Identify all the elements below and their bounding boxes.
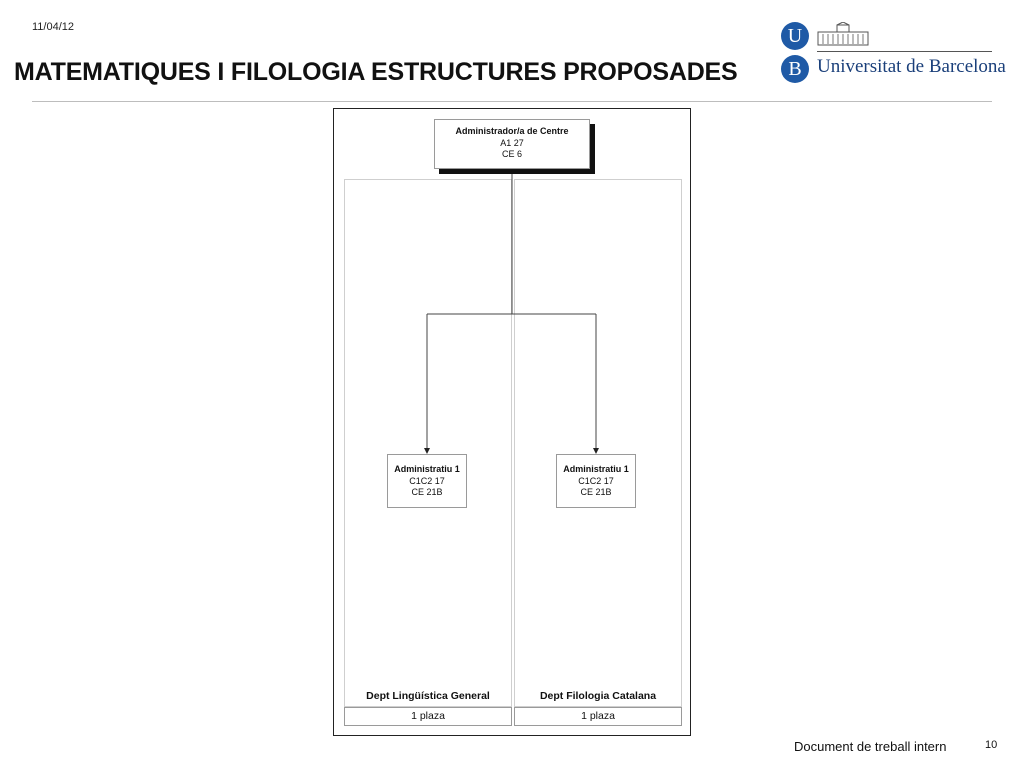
quota-cell: 1 plaza xyxy=(514,707,682,726)
org-chart xyxy=(333,108,691,736)
department-title: Dept Lingüística General xyxy=(366,690,490,702)
department-title: Dept Filologia Catalana xyxy=(539,690,657,702)
position-title: Administratiu 1 xyxy=(394,464,460,474)
quota-cell: 1 plaza xyxy=(344,707,512,726)
page-number: 10 xyxy=(985,739,998,751)
position-code: CE 21B xyxy=(580,487,612,497)
slide-date: 11/04/12 xyxy=(32,21,75,33)
position-level: A1 27 xyxy=(500,137,524,148)
logo-badge-b: B xyxy=(781,55,809,83)
position-box-left xyxy=(387,454,467,508)
logo-badge-u: U xyxy=(781,22,809,50)
position-title: Administrador/a de Centre xyxy=(455,126,569,136)
logo-divider xyxy=(817,51,992,52)
university-logo xyxy=(781,18,1006,86)
department-column-left xyxy=(344,179,512,707)
position-level: C1C2 17 xyxy=(409,475,445,486)
position-code: CE 6 xyxy=(501,149,522,159)
footer-note: Document de treball intern xyxy=(794,739,947,754)
position-title: Administratiu 1 xyxy=(563,464,629,474)
logo-name: Universitat de Barcelona xyxy=(817,56,1006,77)
title-divider xyxy=(32,101,992,102)
slide-title: MATEMATIQUES I FILOLOGIA ESTRUCTURES PROPOSADES xyxy=(14,58,738,86)
root-position-box xyxy=(434,119,590,169)
department-column-right xyxy=(514,179,682,707)
position-level: C1C2 17 xyxy=(578,475,614,486)
position-code: CE 21B xyxy=(411,487,443,497)
position-box-right xyxy=(556,454,636,508)
building-icon xyxy=(817,22,869,46)
